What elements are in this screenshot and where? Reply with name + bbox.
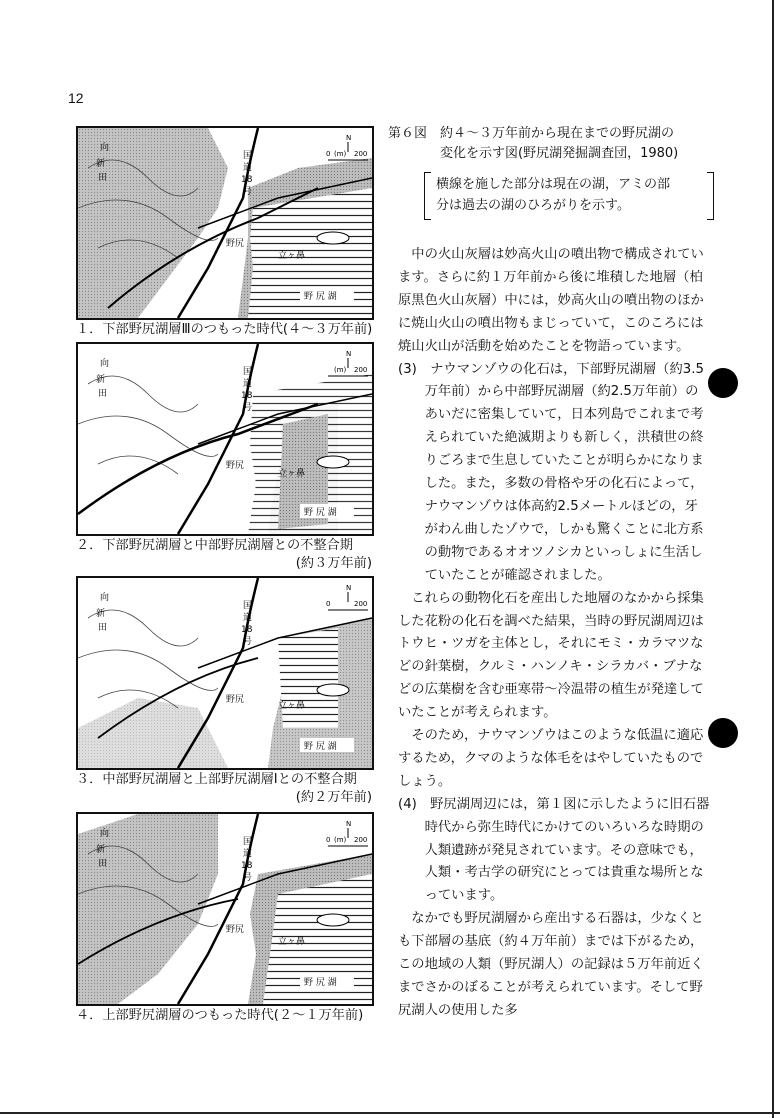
- svg-text:0: 0: [326, 836, 331, 844]
- figure-note: [424, 172, 714, 218]
- svg-text:0: 0: [326, 150, 331, 158]
- svg-text:新: 新: [96, 375, 106, 385]
- svg-text:18: 18: [241, 625, 253, 635]
- svg-text:200: 200: [354, 836, 368, 844]
- svg-text:18: 18: [241, 861, 253, 871]
- svg-text:国: 国: [243, 837, 253, 847]
- paragraph-2: (3) ナウマンゾウの化石は，下部野尻湖層（約3.5万年前）から中部野尻湖層（約2.5万年前）のあいだに密集していて，日本列島でこれまで考えられていた絶滅期よりも新しく，洪積世の終りごろまで生息していたことが明らかになりました。また，多数の骨格や牙の化石によって，ナウマンゾウは体高約2.5メートルほどの，牙がわん曲したゾウで，しかも驚くことに北方系の動物であるオオツノシカといっしょに生活していたことが確認されました。: [398, 361, 704, 583]
- svg-text:道: 道: [243, 613, 253, 623]
- page-border-bottom: [0, 1112, 780, 1114]
- map-4: [76, 812, 374, 1006]
- page-border-right: [772, 0, 774, 1118]
- svg-text:向: 向: [100, 829, 110, 839]
- map-3-caption: ３．中部野尻湖層と上部野尻湖層Ⅰとの不整合期: [76, 772, 357, 787]
- figure-title: [388, 124, 718, 164]
- bracket-left: [424, 172, 431, 220]
- svg-text:新: 新: [96, 609, 106, 619]
- svg-text:道: 道: [243, 379, 253, 389]
- svg-text:新: 新: [96, 845, 106, 855]
- svg-text:号: 号: [243, 187, 253, 197]
- map-1: [76, 126, 374, 320]
- map-panel-2: [76, 342, 376, 573]
- map-4-caption: ４．上部野尻湖層のつもった時代(２〜１万年前): [76, 1008, 364, 1023]
- svg-text:野 尻 湖: 野 尻 湖: [304, 978, 337, 988]
- svg-text:0: 0: [326, 600, 331, 608]
- paragraph-4: そのため，ナウマンゾウはこのような低温に適応するため，クマのような体毛をはやしていたものでしょう。: [398, 728, 704, 789]
- svg-text:N: N: [346, 350, 352, 358]
- figure-title-line2: 変化を示す図(野尻湖発掘調査団，1980): [440, 146, 679, 161]
- figure-title-line1: 第６図 約４〜３万年前から現在までの野尻湖の: [388, 126, 675, 141]
- svg-text:18: 18: [241, 175, 253, 185]
- svg-text:道: 道: [243, 163, 253, 173]
- svg-text:田: 田: [98, 389, 108, 399]
- page-number: 12: [68, 90, 84, 106]
- svg-text:号: 号: [243, 637, 253, 647]
- figure-note-line1: 横線を施した部分は現在の湖，アミの部: [436, 177, 671, 192]
- svg-text:(m): (m): [334, 366, 347, 374]
- body-text: [398, 244, 710, 1023]
- svg-text:向: 向: [100, 593, 110, 603]
- svg-text:道: 道: [243, 849, 253, 859]
- map-panel-4: [76, 812, 376, 1025]
- map-2-caption: ２．下部野尻湖層と中部野尻湖層との不整合期: [76, 538, 353, 553]
- paragraph-6: なかでも野尻湖層から産出する石器は，少なくとも下部層の基底（約４万年前）までは下がるため，この地域の人類（野尻湖人）の記録は５万年前近くまでさかのぼることが考えられています。そして野尻湖人の使用した多: [398, 911, 704, 1018]
- svg-text:18: 18: [241, 391, 253, 401]
- map-3-caption-sub: (約２万年前): [295, 790, 372, 805]
- map-1-caption: １．下部野尻湖層Ⅲのつもった時代(４〜３万年前): [76, 322, 373, 337]
- paragraph-5: (4) 野尻湖周辺には，第１図に示したように旧石器時代から弥生時代にかけてのいろいろな時期の人類遺跡が発見されています。その意味でも，人類・考古学の研究にとっては貴重な場所となっています。: [398, 796, 710, 904]
- map-panel-1: [76, 126, 376, 339]
- binding-hole-top: [708, 368, 738, 398]
- svg-text:N: N: [346, 134, 352, 142]
- svg-text:野尻: 野尻: [226, 925, 245, 935]
- svg-text:向: 向: [100, 143, 110, 153]
- svg-text:野尻: 野尻: [226, 461, 245, 471]
- svg-text:野尻: 野尻: [226, 695, 245, 705]
- svg-text:立ヶ鼻: 立ヶ鼻: [278, 469, 306, 479]
- svg-text:国: 国: [243, 151, 253, 161]
- svg-text:野 尻 湖: 野 尻 湖: [304, 742, 337, 752]
- svg-text:国: 国: [243, 367, 253, 377]
- svg-text:野尻: 野尻: [226, 239, 245, 249]
- svg-text:野 尻 湖: 野 尻 湖: [304, 508, 337, 518]
- paragraph-3: これらの動物化石を産出した地層のなかから採集した花粉の化石を調べた結果，当時の野尻湖周辺はトウヒ・ツガを主体とし，それにモミ・カラマツなどの針葉樹，クルミ・ハンノキ・シラカバ・ブナなどの広葉樹を含む亜寒帯〜冷温帯の植生が発達していたことが考えられます。: [398, 590, 704, 721]
- svg-text:(m): (m): [334, 836, 347, 844]
- svg-text:向: 向: [100, 359, 110, 369]
- paragraph-1: 中の火山灰層は妙高火山の噴出物で構成されています。さらに約１万年前から後に堆積した地層（柏原黒色火山灰層）中には，妙高火山の噴出物のほかに焼山火山の噴出物もまじっていて，このころには焼山火山が活動を始めたことを物語っています。: [398, 247, 704, 354]
- bracket-right: [707, 172, 714, 220]
- figure-note-line2: 分は過去の湖のひろがりを示す。: [436, 198, 630, 213]
- svg-text:200: 200: [354, 366, 368, 374]
- binding-hole-bottom: [708, 718, 738, 748]
- svg-text:田: 田: [98, 173, 108, 183]
- svg-text:田: 田: [98, 859, 108, 869]
- svg-text:立ヶ鼻: 立ヶ鼻: [278, 701, 306, 711]
- svg-text:田: 田: [98, 623, 108, 633]
- svg-text:立ヶ鼻: 立ヶ鼻: [278, 251, 306, 261]
- svg-text:立ヶ鼻: 立ヶ鼻: [278, 937, 306, 947]
- svg-text:国: 国: [243, 601, 253, 611]
- map-2: [76, 342, 374, 536]
- map-2-caption-sub: (約３万年前): [295, 556, 372, 571]
- svg-text:号: 号: [243, 403, 253, 413]
- map-panel-3: [76, 576, 376, 807]
- svg-text:200: 200: [354, 150, 368, 158]
- svg-text:N: N: [346, 820, 352, 828]
- svg-text:(m): (m): [334, 150, 347, 158]
- map-3: [76, 576, 374, 770]
- svg-text:N: N: [346, 584, 352, 592]
- svg-text:号: 号: [243, 873, 253, 883]
- svg-text:200: 200: [354, 600, 368, 608]
- svg-text:新: 新: [96, 159, 106, 169]
- svg-text:野 尻 湖: 野 尻 湖: [304, 292, 337, 302]
